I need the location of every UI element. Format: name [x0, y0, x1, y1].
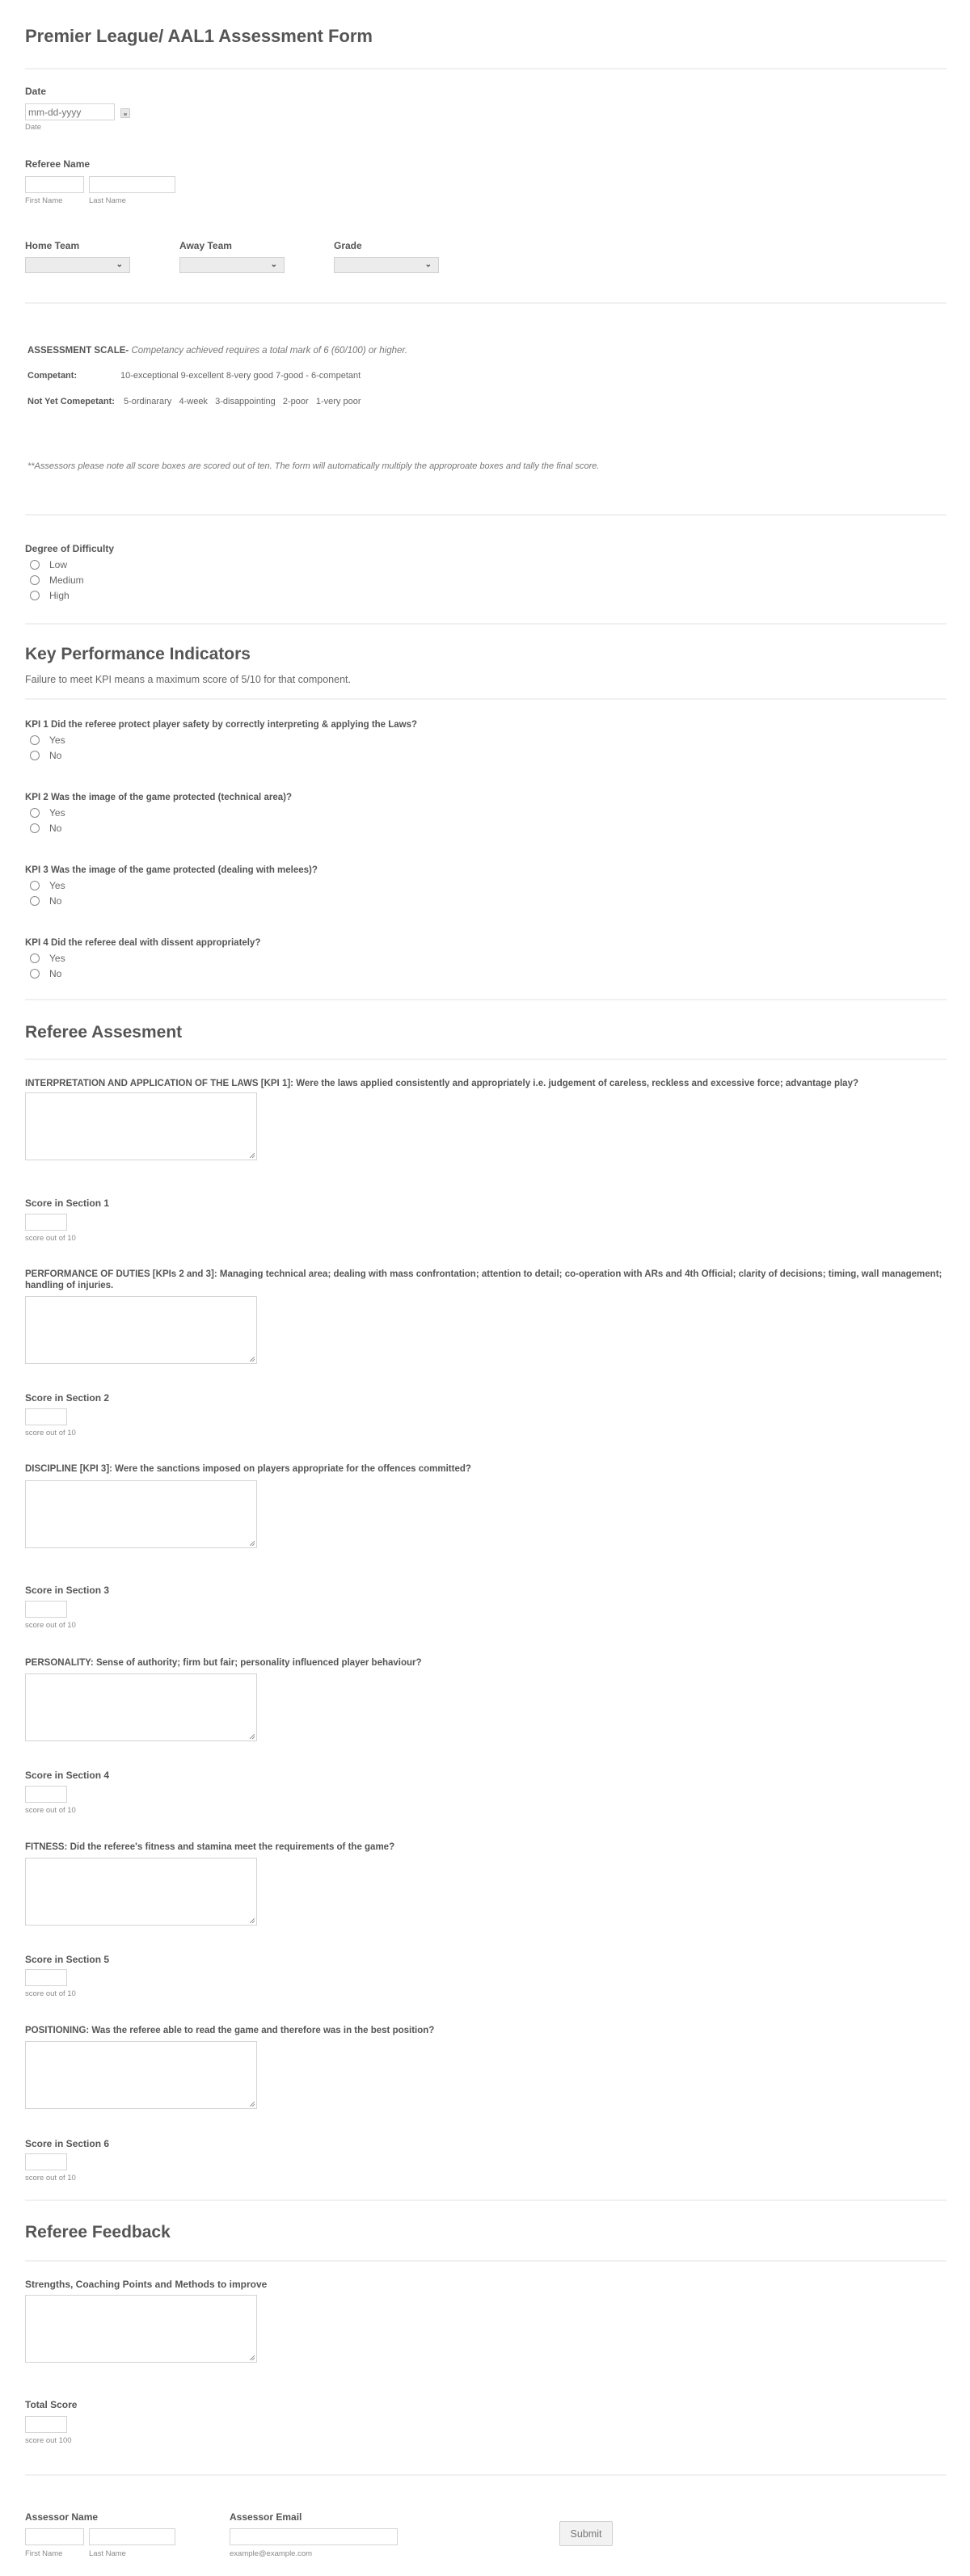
not-yet-competant-label: Not Yet Comepetant: [27, 397, 115, 406]
section-1-score-label: Score in Section 1 [25, 1198, 110, 1209]
section-4-score-label: Score in Section 4 [25, 1770, 110, 1781]
radio-button[interactable] [30, 953, 40, 963]
section-5-question: FITNESS: Did the referee's fitness and stamina meet the requirements of the game? [25, 1842, 395, 1852]
section-4-question: PERSONALITY: Sense of authority; firm but fair; personality influenced player behaviour? [25, 1658, 422, 1668]
kpi-2-option-yes[interactable]: Yes [30, 805, 65, 820]
submit-button[interactable]: Submit [559, 2521, 613, 2546]
not-yet-competant-values: 5-ordinarary 4-week 3-disappointing 2-poor 1-very poor [124, 397, 361, 406]
assessment-scale-title: ASSESSMENT SCALE- [27, 346, 129, 356]
not-yet-competant-row [27, 397, 115, 406]
section-1-score-sublabel: score out of 10 [25, 1234, 76, 1243]
section-4-score-sublabel: score out of 10 [25, 1806, 76, 1815]
total-score-input[interactable] [25, 2416, 67, 2433]
divider [25, 1059, 947, 1060]
radio-button[interactable] [30, 969, 40, 979]
difficulty-option-high[interactable]: High [30, 587, 84, 603]
divider [25, 2199, 947, 2201]
kpi-4-option-no[interactable]: No [30, 966, 65, 981]
assessment-section-heading: Referee Assesment [25, 1023, 183, 1042]
section-2-score-input[interactable] [25, 1408, 67, 1425]
kpi-1-option-no[interactable]: No [30, 747, 65, 763]
section-6-score-label: Score in Section 6 [25, 2138, 110, 2149]
section-1-question: INTERPRETATION AND APPLICATION OF THE LAWS [KPI 1]: Were the laws applied consistently and appropriately i.e. judgement of careless, reckless and excessive force; advantage play? [25, 1079, 859, 1088]
section-6-question: POSITIONING: Was the referee able to read the game and therefore was in the best position? [25, 2026, 435, 2035]
section-2-textarea[interactable] [25, 1296, 257, 1364]
difficulty-radio-group [30, 557, 84, 603]
competant-values: 10-exceptional 9-excellent 8-very good 7-good - 6-competant [120, 371, 361, 381]
divider [25, 302, 947, 304]
calendar-icon[interactable] [120, 108, 130, 118]
feedback-section-heading: Referee Feedback [25, 2223, 171, 2241]
section-3-score-sublabel: score out of 10 [25, 1621, 76, 1630]
kpi-4-option-yes[interactable]: Yes [30, 950, 65, 966]
difficulty-option-medium[interactable]: Medium [30, 572, 84, 587]
resize-grip-icon[interactable] [250, 1357, 255, 1362]
resize-grip-icon[interactable] [250, 1153, 255, 1158]
date-sublabel: Date [25, 123, 42, 132]
kpi-1-question: KPI 1 Did the referee protect player safety by correctly interpreting & applying the Laws? [25, 720, 418, 730]
divider [25, 623, 947, 625]
kpi-4-radio-group [30, 950, 65, 981]
strengths-label: Strengths, Coaching Points and Methods to improve [25, 2279, 268, 2290]
divider [25, 2260, 947, 2262]
resize-grip-icon[interactable] [250, 1734, 255, 1739]
section-3-score-input[interactable] [25, 1601, 67, 1618]
chevron-down-icon: ⌄ [270, 260, 277, 269]
total-score-label: Total Score [25, 2399, 78, 2410]
assessor-first-name-sublabel: First Name [25, 2549, 63, 2558]
assessor-note: **Assessors please note all score boxes are scored out of ten. The form will automatically multiply the approproate boxes and tally the final score. [27, 461, 600, 471]
section-3-score-label: Score in Section 3 [25, 1585, 110, 1596]
kpi-2-radio-group [30, 805, 65, 836]
section-2-question: PERFORMANCE OF DUTIES [KPIs 2 and 3]: Managing technical area; dealing with mass confrontation; attention to detail; co-operation with ARs and 4th Official; clarity of decisions; timing, wall management; handling of injuries. [25, 1269, 943, 1290]
assessor-email-label: Assessor Email [230, 2511, 302, 2523]
assessor-last-name-input[interactable] [89, 2528, 175, 2545]
kpi-2-question: KPI 2 Was the image of the game protected (technical area)? [25, 793, 292, 802]
total-score-sublabel: score out 100 [25, 2436, 72, 2445]
divider [25, 698, 947, 700]
radio-button[interactable] [30, 735, 40, 745]
assessor-name-label: Assessor Name [25, 2511, 99, 2523]
divider [25, 68, 947, 69]
divider [25, 2474, 947, 2476]
referee-last-name-input[interactable] [89, 176, 175, 193]
assessment-scale-heading [27, 346, 407, 356]
kpi-2-option-no[interactable]: No [30, 820, 65, 836]
assessment-scale-note: Competancy achieved requires a total mark of 6 (60/100) or higher. [129, 346, 408, 356]
kpi-section-heading: Key Performance Indicators [25, 645, 251, 663]
assessor-email-input[interactable] [230, 2528, 398, 2545]
referee-name-label: Referee Name [25, 158, 91, 170]
home-team-label: Home Team [25, 240, 80, 251]
date-label: Date [25, 86, 47, 97]
assessor-first-name-input[interactable] [25, 2528, 84, 2545]
kpi-4-question: KPI 4 Did the referee deal with dissent appropriately? [25, 938, 261, 948]
section-3-textarea[interactable] [25, 1480, 257, 1548]
grade-label: Grade [334, 240, 362, 251]
divider [25, 999, 947, 1000]
kpi-1-radio-group [30, 732, 65, 763]
radio-button[interactable] [30, 560, 40, 570]
section-4-score-input[interactable] [25, 1786, 67, 1803]
form-title: Premier League/ AAL1 Assessment Form [25, 26, 373, 46]
section-6-textarea[interactable] [25, 2041, 257, 2109]
grade-select[interactable] [334, 257, 439, 273]
section-6-score-input[interactable] [25, 2153, 67, 2170]
kpi-3-option-yes[interactable]: Yes [30, 878, 65, 893]
away-team-label: Away Team [179, 240, 232, 251]
resize-grip-icon[interactable] [250, 1918, 255, 1923]
resize-grip-icon[interactable] [250, 2355, 255, 2360]
referee-first-name-input[interactable] [25, 176, 84, 193]
kpi-3-question: KPI 3 Was the image of the game protected (dealing with melees)? [25, 865, 318, 875]
radio-button[interactable] [30, 575, 40, 585]
section-5-textarea[interactable] [25, 1858, 257, 1926]
strengths-textarea[interactable] [25, 2295, 257, 2363]
section-5-score-sublabel: score out of 10 [25, 1989, 76, 1998]
kpi-3-option-no[interactable]: No [30, 893, 65, 908]
radio-button[interactable] [30, 896, 40, 906]
radio-button[interactable] [30, 881, 40, 890]
assessor-last-name-sublabel: Last Name [89, 2549, 126, 2558]
home-team-select[interactable] [25, 257, 130, 273]
difficulty-label: Degree of Difficulty [25, 543, 115, 554]
chevron-down-icon: ⌄ [116, 260, 123, 269]
resize-grip-icon[interactable] [250, 2102, 255, 2107]
section-2-score-label: Score in Section 2 [25, 1392, 110, 1404]
kpi-3-radio-group [30, 878, 65, 908]
radio-button[interactable] [30, 823, 40, 833]
section-2-score-sublabel: score out of 10 [25, 1429, 76, 1437]
radio-button[interactable] [30, 808, 40, 818]
section-4-textarea[interactable] [25, 1673, 257, 1741]
away-team-select[interactable] [179, 257, 285, 273]
section-1-textarea[interactable] [25, 1092, 257, 1160]
chevron-down-icon: ⌄ [424, 260, 432, 269]
divider [25, 514, 947, 516]
radio-button[interactable] [30, 751, 40, 760]
referee-last-name-sublabel: Last Name [89, 196, 126, 205]
kpi-section-subtitle: Failure to meet KPI means a maximum score of 5/10 for that component. [25, 674, 351, 685]
difficulty-option-low[interactable]: Low [30, 557, 84, 572]
section-5-score-label: Score in Section 5 [25, 1954, 110, 1965]
referee-first-name-sublabel: First Name [25, 196, 63, 205]
kpi-1-option-yes[interactable]: Yes [30, 732, 65, 747]
date-input[interactable] [25, 103, 115, 120]
section-6-score-sublabel: score out of 10 [25, 2174, 76, 2182]
section-3-question: DISCIPLINE [KPI 3]: Were the sanctions imposed on players appropriate for the offences committed? [25, 1464, 471, 1474]
competant-label: Competant: [27, 371, 78, 381]
section-5-score-input[interactable] [25, 1969, 67, 1986]
assessor-email-sublabel: example@example.com [230, 2549, 313, 2558]
competant-row [27, 371, 77, 381]
resize-grip-icon[interactable] [250, 1541, 255, 1546]
section-1-score-input[interactable] [25, 1214, 67, 1231]
radio-button[interactable] [30, 591, 40, 600]
